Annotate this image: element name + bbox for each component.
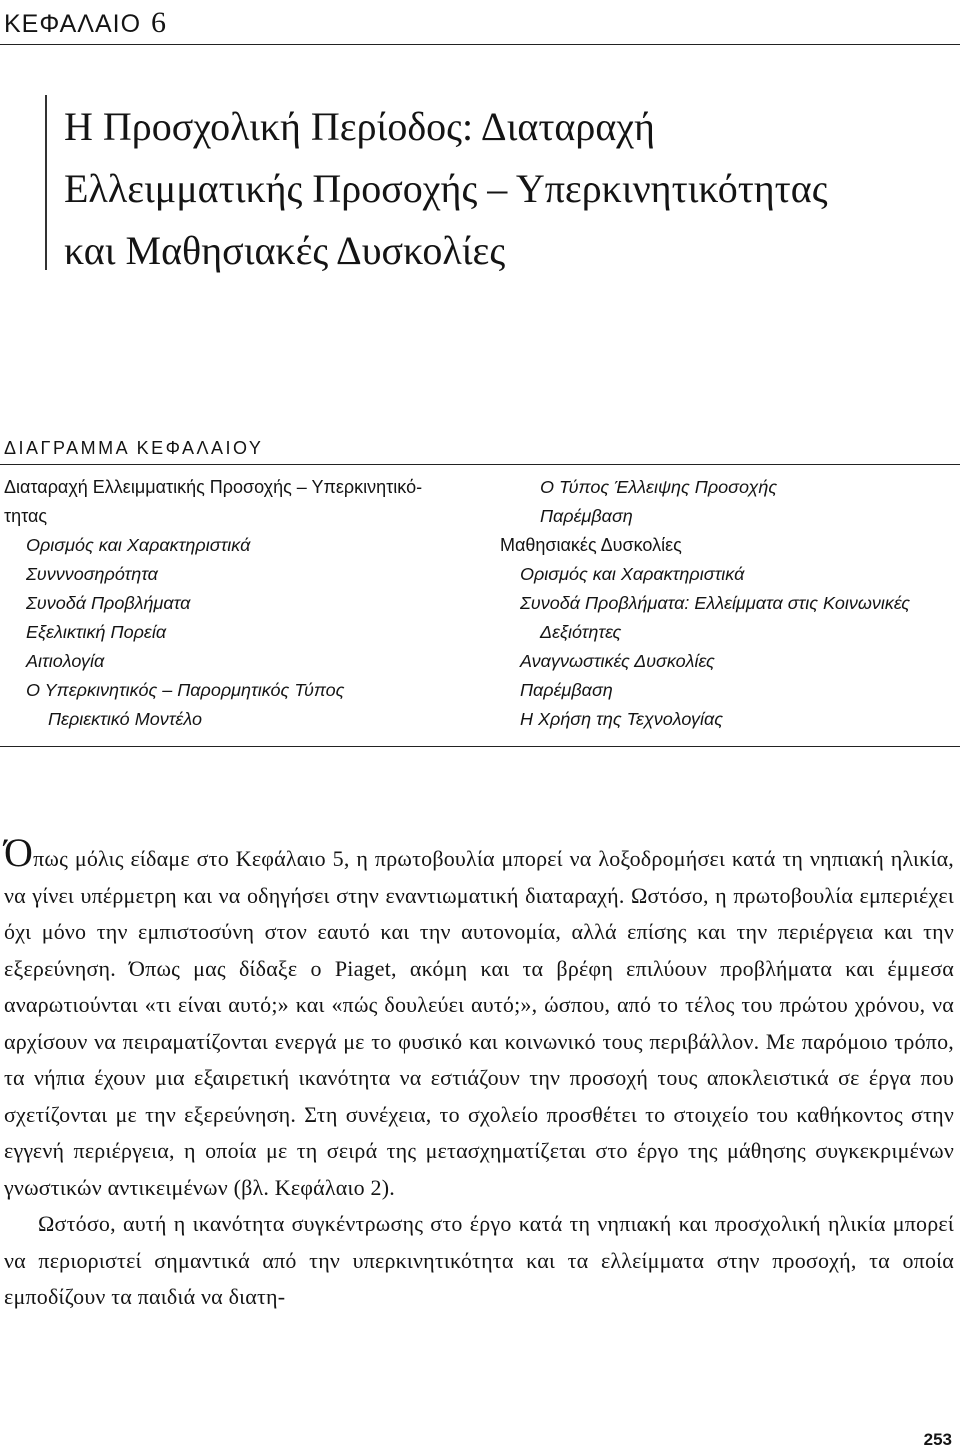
- chapter-title: [64, 96, 954, 282]
- outline-item: Παρέμβαση: [540, 506, 633, 526]
- outline-item: Παρέμβαση: [520, 680, 613, 700]
- outline-item: Μαθησιακές Δυσκολίες: [500, 535, 682, 555]
- outline-item: Ορισμός και Χαρακτηριστικά: [26, 535, 251, 555]
- outline-item: Περιεκτικό Μοντέλο: [48, 709, 202, 729]
- outline-item: Δεξιότητες: [540, 622, 622, 642]
- outline-bottom-rule: [0, 746, 960, 747]
- outline-top-rule: [0, 464, 960, 465]
- outline-item: Η Χρήση της Τεχνολογίας: [520, 709, 724, 729]
- chapter-label: [4, 6, 167, 40]
- outline-item: Αναγνωστικές Δυσκολίες: [520, 651, 715, 671]
- chapter-header: [0, 0, 960, 44]
- chapter-word: ΚΕΦΑΛΑΙΟ: [4, 10, 142, 38]
- body-text: [4, 830, 954, 1316]
- title-accent-bar: [45, 95, 47, 270]
- title-line-2: Ελλειμματικής Προσοχής – Υπερκινητικότητας: [64, 166, 828, 211]
- outline-item: Διαταραχή Ελλειμματικής Προσοχής – Υπερκινητικό-: [4, 477, 423, 497]
- outline-item: Ορισμός και Χαρακτηριστικά: [520, 564, 745, 584]
- outline-left-column: [4, 473, 422, 734]
- outline-item: Ο Υπερκινητικός – Παρορμητικός Τύπος: [26, 680, 345, 700]
- drop-cap: Ό: [4, 830, 34, 875]
- outline-right-column: [500, 473, 910, 734]
- header-rule: [0, 44, 960, 45]
- title-line-1: Η Προσχολική Περίοδος: Διαταραχή: [64, 104, 655, 149]
- chapter-number: 6: [151, 6, 168, 39]
- outline-item: Ο Τύπος Έλλειψης Προσοχής: [540, 477, 778, 497]
- outline-item: τητας: [4, 506, 48, 526]
- outline-item: Συνοδά Προβλήματα: Ελλείμματα στις Κοινωνικές: [520, 593, 911, 613]
- outline-item: Εξελικτική Πορεία: [26, 622, 167, 642]
- paragraph-1: [4, 830, 954, 1206]
- page-number: 253: [923, 1430, 952, 1449]
- paragraph-2: Ωστόσο, αυτή η ικανότητα συγκέντρωσης στο έργο κατά τη νηπιακή και προσχολική ηλικία μπορεί να περιοριστεί σημαντικά από την υπερκινητικότητα και τα ελλείμματα στην προσοχή, τα οποία εμποδίζουν τα παιδιά να διατη-: [4, 1211, 954, 1309]
- outline-item: Συνοδά Προβλήματα: [26, 593, 191, 613]
- outline-item: Συνννοσηρότητα: [26, 564, 158, 584]
- paragraph-1-text: πως μόλις είδαμε στο Κεφάλαιο 5, η πρωτοβουλία μπορεί να λοξοδρομήσει κατά τη νηπιακή ηλικία, να γίνει υπέρμετρη και να οδηγήσει στην εναντιωματική διαταραχή. Ωστόσο, η πρωτοβουλία εμπεριέχει όχι μόνο την εμπιστοσύνη στον εαυτό και την αυτονομία, αλλά επίσης και την περιέργεια και την εξερεύνηση. Όπως μας δίδαξε ο Piaget, ακόμη και τα βρέφη επιλύουν προβλήματα και έμμεσα αναρωτιούνται «τι είναι αυτό;» και «πώς δουλεύει αυτό;», ώσπου, από το τέλος του πρώτου χρόνου, να αρχίσουν να πειραματίζονται ενεργά με το φυσικό και κοινωνικό τους περιβάλλον. Με παρόμοιο τρόπο, τα νήπια έχουν μια εξαιρετική ικανότητα να εστιάζουν την προσοχή τους αποκλειστικά σε έργα που σχετίζονται με την εξερεύνηση. Στη συνέχεια, το σχολείο προσθέτει το στοιχείο του καθήκοντος στην εγγενή περιέργεια, η οποία με τη σειρά της μετασχηματίζεται στο έργο της μάθησης συγκεκριμένων γνωστικών αντικειμένων (βλ. Κεφάλαιο 2).: [4, 846, 954, 1200]
- outline-item: Αιτιολογία: [26, 651, 105, 671]
- outline-heading: ΔΙΑΓΡΑΜΜΑ ΚΕΦΑΛΑΙΟΥ: [4, 438, 264, 458]
- title-line-3: και Μαθησιακές Δυσκολίες: [64, 228, 506, 273]
